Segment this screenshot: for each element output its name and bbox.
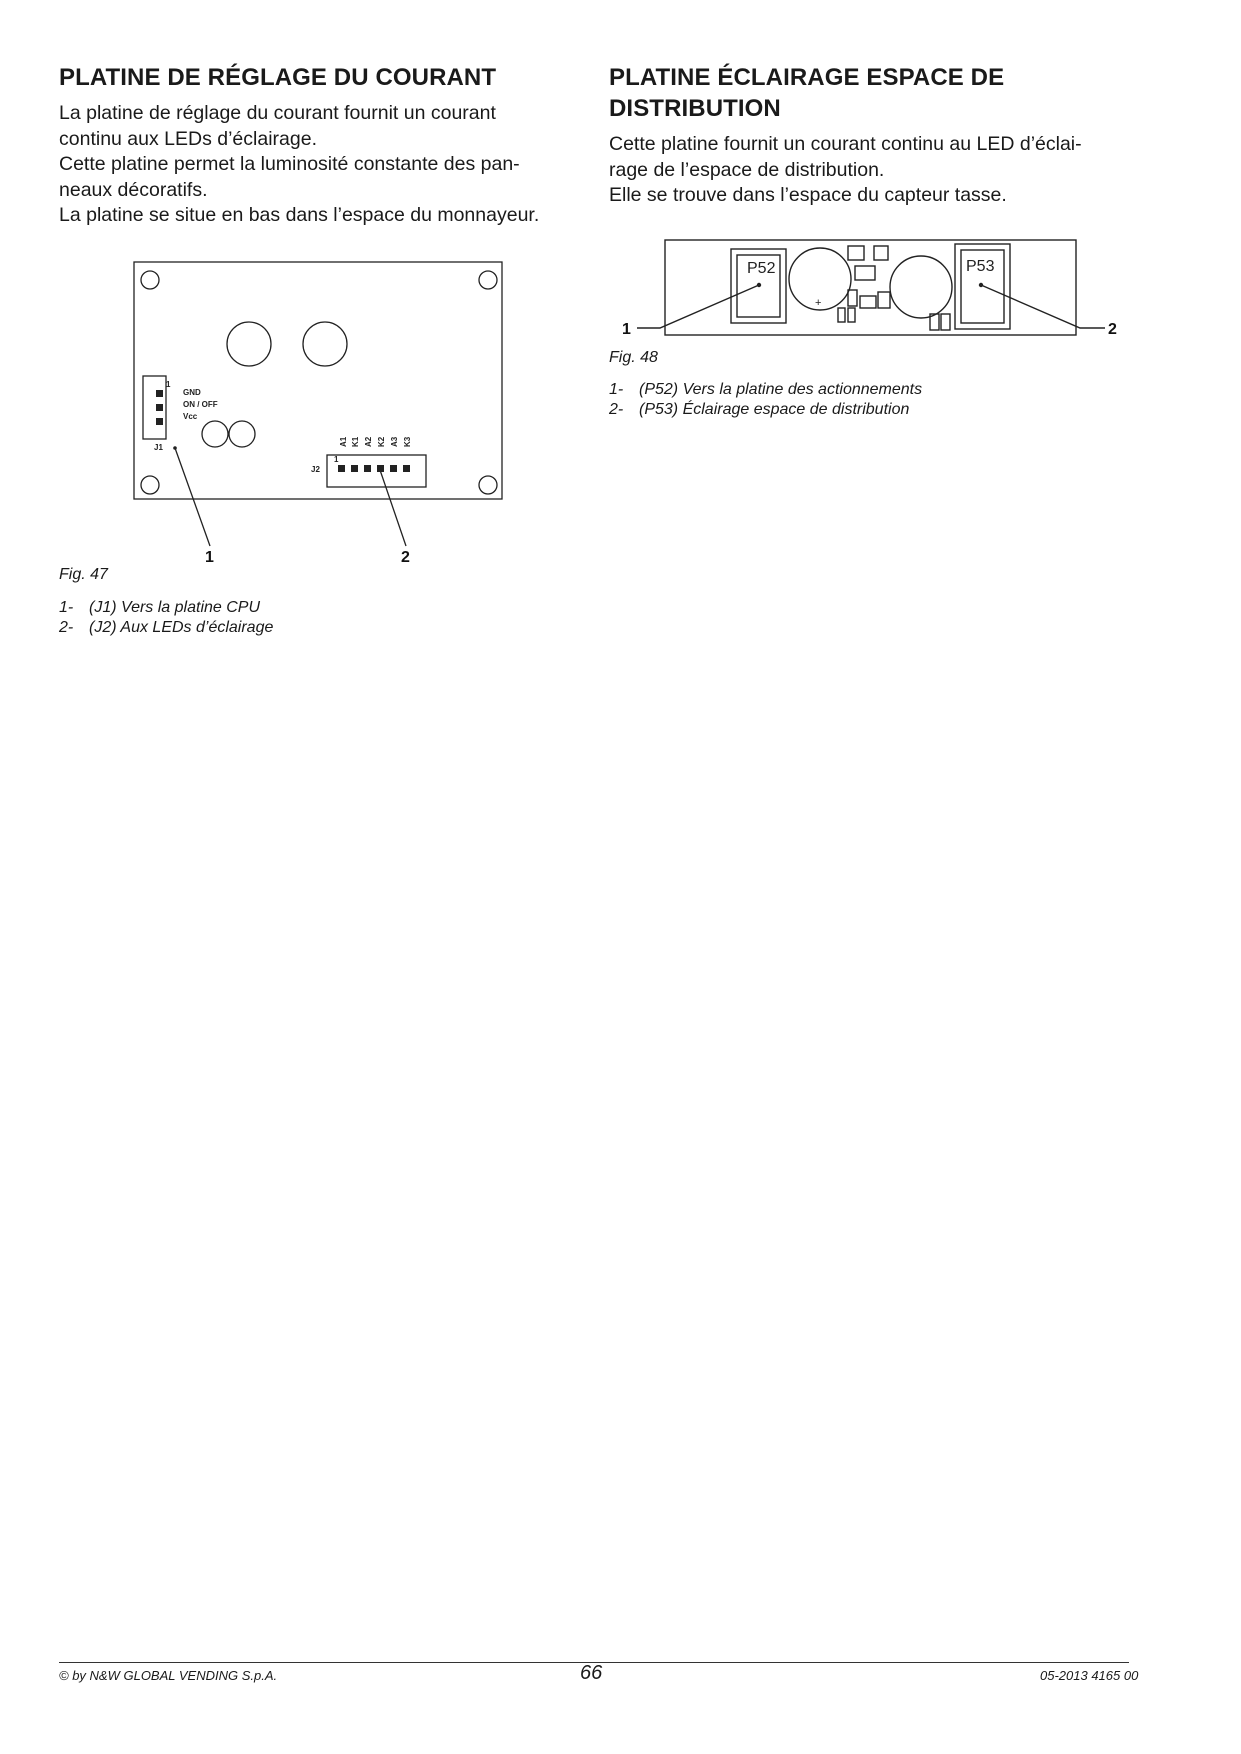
footer-doc-code: 05-2013 4165 00 (1040, 1668, 1139, 1683)
fig-47-caption: Fig. 47 (59, 566, 108, 583)
fig-47-legend (59, 598, 273, 638)
right-title-line: DISTRIBUTION (609, 95, 781, 122)
right-text-line: rage de l’espace de distribution. (609, 158, 885, 181)
mounting-hole (479, 476, 497, 494)
right-title-line: PLATINE ÉCLAIRAGE ESPACE DE (609, 64, 1005, 91)
p52-label: P52 (747, 260, 776, 277)
callout-line-1 (637, 285, 759, 328)
j1-vcc-label: Vcc (183, 412, 198, 421)
callout-line-2 (981, 285, 1105, 328)
callout-line-2 (380, 470, 406, 546)
j2-a1-label: A1 (339, 436, 348, 447)
j2-k2-label: K2 (377, 436, 386, 447)
callout-number-2: 2 (401, 549, 410, 566)
left-text-line: La platine de réglage du courant fournit un courant (59, 102, 496, 124)
j2-pin-one-label: 1 (334, 455, 339, 464)
j1-name-label: J1 (154, 443, 163, 452)
right-text-line: Elle se trouve dans l’espace du capteur tasse. (609, 184, 1007, 206)
left-text-line: neaux décoratifs. (59, 178, 208, 201)
right-text-line: Cette platine fournit un courant continu au LED d’éclai- (609, 133, 1082, 155)
legend-item: 2- (J2) Aux LEDs d’éclairage (59, 619, 274, 636)
legend-item: 2- (P53) Éclairage espace de distribution (609, 401, 910, 418)
mounting-hole (141, 476, 159, 494)
fig-48-distribution-lighting-board (0, 0, 1241, 360)
footer-copyright: © by N&W GLOBAL VENDING S.p.A. (59, 1668, 278, 1683)
led-component (202, 421, 228, 447)
j2-a2-label: A2 (364, 436, 373, 447)
board-outline (665, 240, 1076, 335)
j2-a3-label: A3 (390, 436, 399, 447)
left-section-title: PLATINE DE RÉGLAGE DU COURANT (59, 64, 497, 91)
j1-pin-one-label: 1 (166, 380, 171, 389)
legend-item: 1- (J1) Vers la platine CPU (59, 599, 261, 616)
callout-number-1: 1 (205, 549, 214, 566)
left-text-line: continu aux LEDs d’éclairage. (59, 127, 317, 150)
left-text-line: Cette platine permet la luminosité constante des pan- (59, 153, 520, 175)
j1-gnd-label: GND (183, 388, 201, 397)
left-text-line: La platine se situe en bas dans l’espace du monnayeur. (59, 204, 540, 226)
fig-48-legend (609, 380, 922, 420)
capacitor-right (890, 256, 952, 318)
callout-line-1 (175, 448, 210, 546)
j2-k1-label: K1 (351, 436, 360, 447)
callout-number-2: 2 (1108, 321, 1117, 338)
page-number: 66 (580, 1662, 603, 1684)
legend-item: 1- (P52) Vers la platine des actionnements (609, 381, 923, 398)
j2-name-label: J2 (311, 465, 320, 474)
fig-48-caption: Fig. 48 (609, 349, 658, 366)
j1-onoff-label: ON / OFF (183, 400, 218, 409)
j2-k3-label: K3 (403, 436, 412, 447)
capacitor-polarity-label: + (815, 297, 822, 309)
led-component (229, 421, 255, 447)
callout-number-1: 1 (622, 321, 631, 338)
p53-label: P53 (966, 258, 995, 275)
